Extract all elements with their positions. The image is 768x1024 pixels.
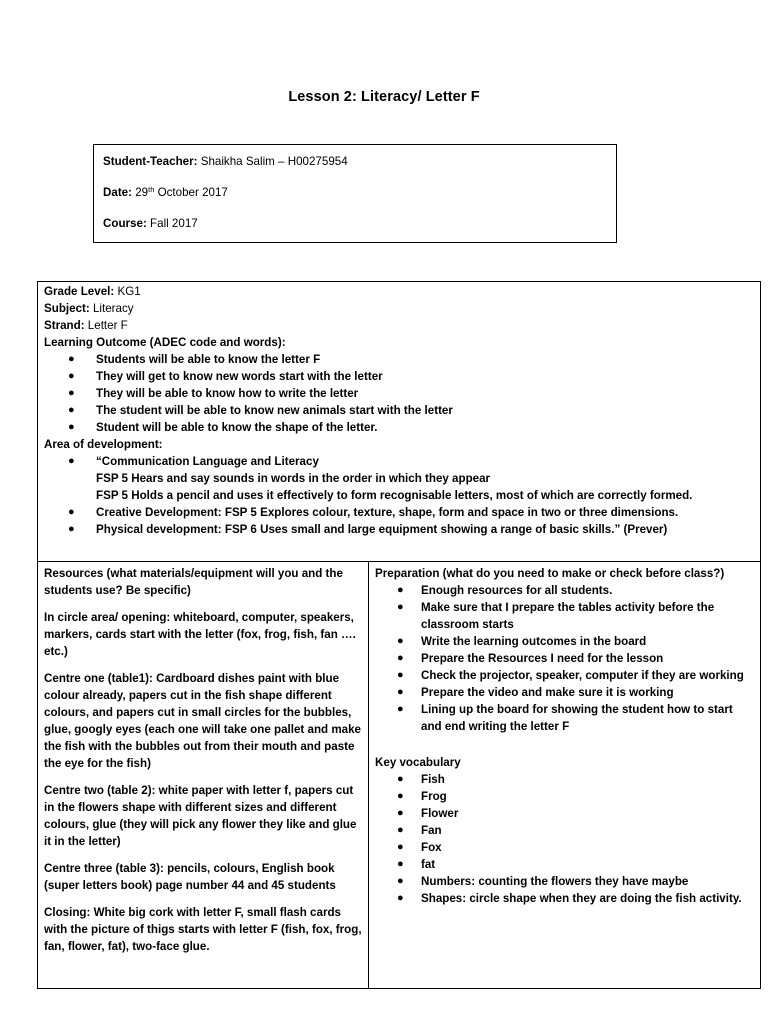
list-item: ● Numbers: counting the flowers they have maybe xyxy=(397,875,689,888)
resources-cell xyxy=(38,562,369,988)
teacher-value: Shaikha Salim – H00275954 xyxy=(197,155,348,168)
date-line xyxy=(103,185,607,216)
centre-two-text: Centre two (table 2): white paper with letter f, papers cut in the flowers shape with different sizes and different colours, glue (they will pick any flower they like and glue it in the letter) xyxy=(44,784,357,848)
bullet-icon: ● xyxy=(68,455,75,467)
list-item: ● Shapes: circle shape when they are doing the fish activity. xyxy=(397,892,742,905)
page-title: Lesson 2: Literacy/ Letter F xyxy=(288,89,480,105)
closing-text: Closing: White big cork with letter F, small flash cards with the picture of thigs starts with letter F (fish, fox, frog, fan, flower, fat), two-face glue. xyxy=(44,906,362,953)
bullet-icon: ● xyxy=(397,584,404,596)
bullet-icon: ● xyxy=(397,703,404,715)
list-item: ● Write the learning outcomes in the board xyxy=(397,635,647,648)
date-day: 29 xyxy=(132,186,149,199)
centre-one-text: Centre one (table1): Cardboard dishes paint with blue colour already, papers cut in the fish shape different colours, and papers cut in small circles for the bubbles, glue, googly eyes (each one will take one pallet and make the fish with the bubbles out from their mouth and paste the eye for the fish) xyxy=(44,672,361,770)
date-suffix: th xyxy=(148,185,155,194)
subject-value: Literacy xyxy=(89,302,134,315)
list-item: ● “Communication Language and Literacy FSP 5 Hears and say sounds in words in the order in which they appear FSP 5 Holds a pencil and uses it effectively to form recognisable letters, most of which are correctly formed. xyxy=(68,455,693,502)
list-item: ● Prepare the video and make sure it is working xyxy=(397,686,674,699)
bullet-icon: ● xyxy=(397,773,404,785)
date-rest: October 2017 xyxy=(154,186,228,199)
list-item: ● The student will be able to know new animals start with the letter xyxy=(68,404,453,417)
area-heading: Area of development: xyxy=(44,438,163,451)
preparation-cell xyxy=(369,562,760,988)
bullet-icon: ● xyxy=(397,875,404,887)
list-item: ● Enough resources for all students. xyxy=(397,584,613,597)
bullet-icon: ● xyxy=(397,841,404,853)
list-item: ● Fan xyxy=(397,824,442,837)
bullet-icon: ● xyxy=(68,421,75,433)
area-list xyxy=(44,453,754,538)
bullet-icon: ● xyxy=(397,601,404,613)
outcome-heading: Learning Outcome (ADEC code and words): xyxy=(44,336,286,349)
list-item: ● Student will be able to know the shape of the letter. xyxy=(68,421,378,434)
bullet-icon: ● xyxy=(397,824,404,836)
list-item: ● Students will be able to know the letter F xyxy=(68,353,321,366)
bullet-icon: ● xyxy=(397,858,404,870)
bullet-icon: ● xyxy=(68,523,75,535)
date-label: Date: xyxy=(103,186,132,199)
objectives-cell xyxy=(38,282,760,562)
strand-label: Strand: xyxy=(44,319,85,332)
bullet-icon: ● xyxy=(397,652,404,664)
list-item: ● Physical development: FSP 6 Uses small and large equipment showing a range of basic skills.” (Prever) xyxy=(68,523,668,536)
list-item: ● Prepare the Resources I need for the lesson xyxy=(397,652,664,665)
bullet-icon: ● xyxy=(397,686,404,698)
preparation-heading: Preparation (what do you need to make or check before class?) xyxy=(375,567,725,580)
preparation-list xyxy=(375,582,754,735)
outcome-list xyxy=(44,351,754,436)
bullet-icon: ● xyxy=(68,353,75,365)
vocab-heading: Key vocabulary xyxy=(375,756,461,769)
bullet-icon: ● xyxy=(68,387,75,399)
list-item: ● Make sure that I prepare the tables activity before the classroom starts xyxy=(397,601,715,631)
list-item: ● Frog xyxy=(397,790,447,803)
lesson-info-box xyxy=(93,144,617,243)
list-item: ● Creative Development: FSP 5 Explores colour, texture, shape, form and space in two or three dimensions. xyxy=(68,506,679,519)
vocab-list xyxy=(375,771,754,907)
circle-area-text: In circle area/ opening: whiteboard, computer, speakers, markers, cards start with the letter (fox, frog, fish, fan …. etc.) xyxy=(44,611,356,658)
course-value: Fall 2017 xyxy=(146,217,198,230)
bullet-icon: ● xyxy=(68,506,75,518)
teacher-label: Student-Teacher: xyxy=(103,155,198,168)
course-label: Course: xyxy=(103,217,147,230)
grade-value: KG1 xyxy=(114,285,141,298)
list-item: ● fat xyxy=(397,858,436,871)
resources-heading: Resources (what materials/equipment will you and the students use? Be specific) xyxy=(44,567,343,597)
teacher-line xyxy=(103,154,607,185)
strand-value: Letter F xyxy=(84,319,128,332)
subject-label: Subject: xyxy=(44,302,90,315)
bullet-icon: ● xyxy=(397,892,404,904)
list-item: ● They will get to know new words start with the letter xyxy=(68,370,383,383)
list-item: ● Check the projector, speaker, computer if they are working xyxy=(397,669,744,682)
bullet-icon: ● xyxy=(397,790,404,802)
grade-label: Grade Level: xyxy=(44,285,115,298)
lesson-plan-table xyxy=(37,281,761,989)
list-item: ● Fish xyxy=(397,773,445,786)
list-item: ● Lining up the board for showing the student how to start and end writing the letter F xyxy=(397,703,733,733)
course-line xyxy=(103,216,607,247)
bullet-icon: ● xyxy=(68,370,75,382)
centre-three-text: Centre three (table 3): pencils, colours, English book (super letters book) page number 44 and 45 students xyxy=(44,862,336,892)
list-item: ● They will be able to know how to write the letter xyxy=(68,387,359,400)
bullet-icon: ● xyxy=(68,404,75,416)
bullet-icon: ● xyxy=(397,807,404,819)
bullet-icon: ● xyxy=(397,669,404,681)
list-item: ● Fox xyxy=(397,841,442,854)
bullet-icon: ● xyxy=(397,635,404,647)
list-item: ● Flower xyxy=(397,807,459,820)
